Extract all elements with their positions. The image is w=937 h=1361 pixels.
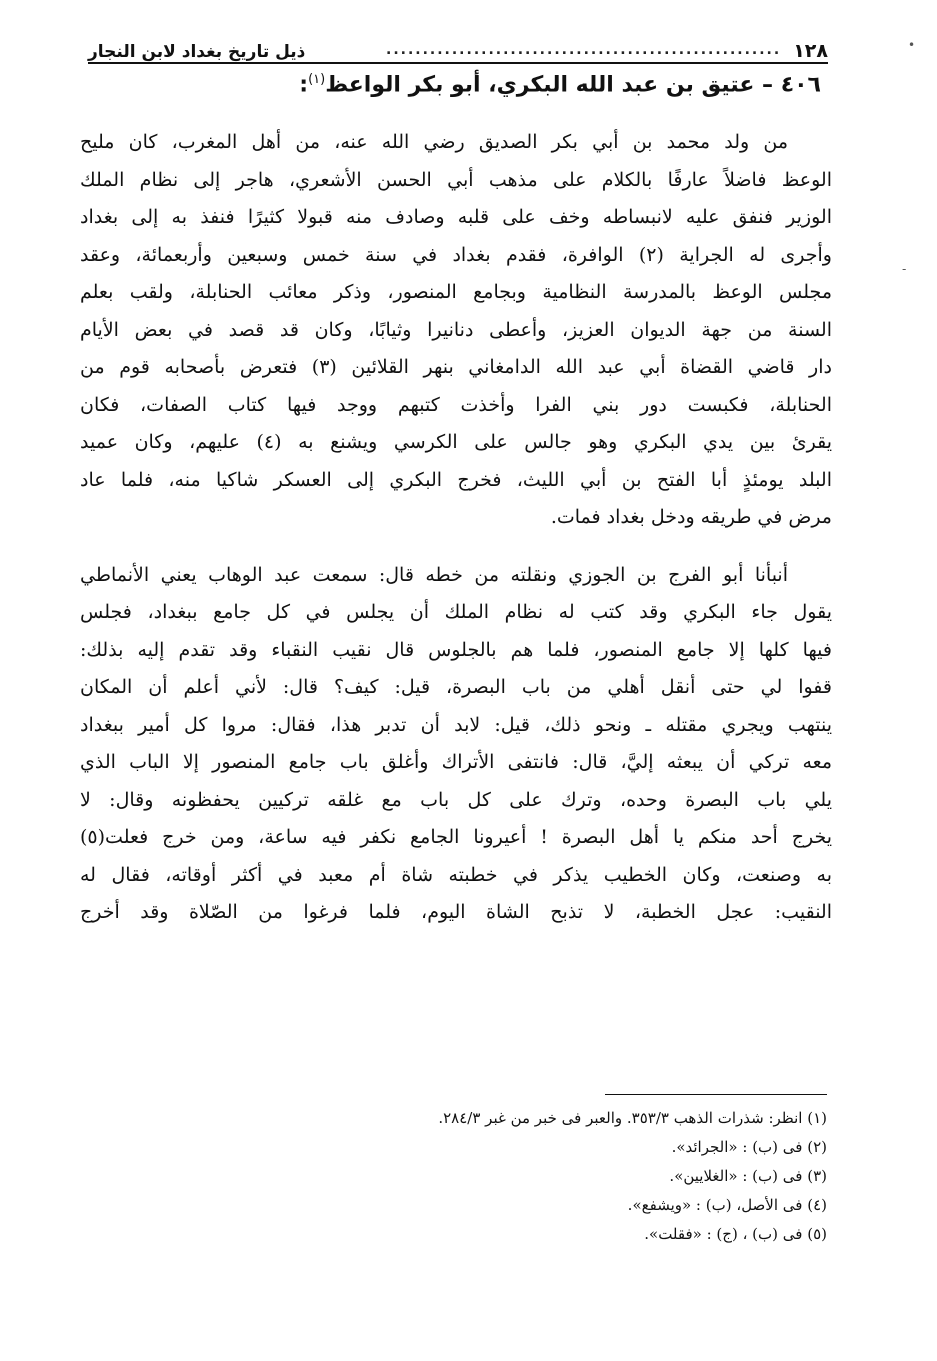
entry-heading-colon: : xyxy=(299,72,309,98)
footnote-3: (٣) فى (ب) : «الغلايين». xyxy=(669,1167,827,1185)
text-line: يخرج أحد منكم يا أهل البصرة ! أعيرونا الجامع نكفر فيه ساعة، ومن خرج فعلت(٥) xyxy=(80,826,832,848)
text-line: معه تركي أن يبعثه إليَّ، قال: فانتفى الأتراك وأغلق باب جامع المنصور إلا الباب الذي xyxy=(80,751,832,773)
body-text xyxy=(80,124,832,932)
text-line: أنبأنا أبو الفرج بن الجوزي ونقلته من خطه قال: سمعت عبد الوهاب يعني الأنماطي xyxy=(80,563,788,586)
footnote-1: (١) انظر: شذرات الذهب ٣٥٣/٣. والعبر فى خبر من غبر ٢٨٤/٣. xyxy=(438,1109,827,1127)
paragraph-biography xyxy=(80,124,832,537)
text-line: دار قاضي القضاة أبي عبد الله الدامغاني بنهر القلائين (٣) فتعرض بأصحابه قوم من xyxy=(80,356,832,378)
leader-dots: ...................................................... xyxy=(386,42,782,58)
footnotes xyxy=(287,1104,827,1249)
text-line: من ولد محمد بن أبي بكر الصديق رضي الله عنه، من أهل المغرب، كان مليح xyxy=(80,131,788,153)
text-line: الوعظ فاضلاً عارفًا بالكلام على مذهب أبي الحسن الأشعري، هاجر إلى نظام الملك xyxy=(80,168,832,191)
footnote-divider xyxy=(605,1094,827,1095)
text-line: النقيب: عجل الخطبة، لا تذبح الشاة اليوم، فلما فرغوا من الصّلاة وقد أخرج xyxy=(80,901,832,923)
book-title: ذيل تاريخ بغداد لابن النجار xyxy=(88,42,306,62)
text-line: وأجرى له الجراية (٢) الوافرة، فقدم بغداد في سنة خمس وسبعين وأربعمائة، وعقد xyxy=(80,243,832,266)
text-line: فيها كلها إلا جامع المنصور، فلما هم بالجلوس قال نقيب النقباء وقد تقدم إليه بذلك: xyxy=(80,638,832,661)
entry-heading-text: ٤٠٦ – عتيق بن عبد الله البكري، أبو بكر الواعظ xyxy=(325,72,821,98)
page-number: ١٢٨ xyxy=(793,40,828,62)
text-line: مرض في طريقه ودخل بغداد فمات. xyxy=(550,506,832,528)
paragraph-gap xyxy=(80,537,832,557)
margin-dash-mark: - xyxy=(902,262,907,276)
entry-heading xyxy=(299,72,821,97)
footnote-5: (٥) فى (ب) ، (ج) : «فقلت». xyxy=(644,1225,827,1243)
text-line: الوزير فنفق عليه لانبساطه وخف على قلبه وصادف منه قبولا كثيرًا فنفذ به إلى بغداد xyxy=(80,206,832,228)
margin-dot-mark: • xyxy=(908,38,916,52)
text-line: البلد يومئذٍ أبا الفتح بن أبي الليث، فخرج البكري إلى العسكر شاكيا منه، فلما عاد xyxy=(80,468,832,491)
running-header xyxy=(88,30,828,64)
text-line: قفوا لي حتى أنقل أهلي من باب البصرة، قيل: كيف؟ قال: لأني أعلم أن المكان xyxy=(80,676,832,698)
footnote-ref-1: (١) xyxy=(308,72,326,87)
text-line: الحنابلة، فكبست دور بني الفرا وأخذت كتبهم ووجد فيها كتاب الصفات، فكان xyxy=(80,393,832,416)
text-line: به وصنعت، وكان الخطيب يذكر في خطبته شاة أم معبد في أكثر أوقاته، فقال له xyxy=(80,863,832,886)
footnote-4: (٤) فى الأصل، (ب) : «ويشفع». xyxy=(627,1196,827,1214)
text-line: ينتهب ويجري مقتله ـ ونحو ذلك، قيل: لابد أن تدبر هذا، فقال: مروا كل أمير ببغداد xyxy=(80,713,832,736)
footnote-2: (٢) فى (ب) : «الجرائد». xyxy=(671,1138,827,1156)
text-line: يلي باب البصرة وحده، وترك على كل باب مع غلقه تركيين يحفظونه وقال: لا xyxy=(80,788,832,811)
paragraph-narration xyxy=(80,557,832,932)
text-line: يقول جاء البكري وقد كتب له نظام الملك أن يجلس في كل جامع ببغداد، فجلس xyxy=(80,601,832,623)
text-line: يقرئ بين يدي البكري وهو جالس على الكرسي ويشنع به (٤) عليهم، وكان عميد xyxy=(80,431,832,453)
text-line: مجلس الوعظ بالمدرسة النظامية وبجامع المنصور، وذكر معائب الحنابلة، ولقب بعلم xyxy=(80,281,832,303)
text-line: السنة من جهة الديوان العزيز، وأعطى دنانيرا وثيابًا، وكان قد قصد في بعض الأيام xyxy=(80,318,832,341)
